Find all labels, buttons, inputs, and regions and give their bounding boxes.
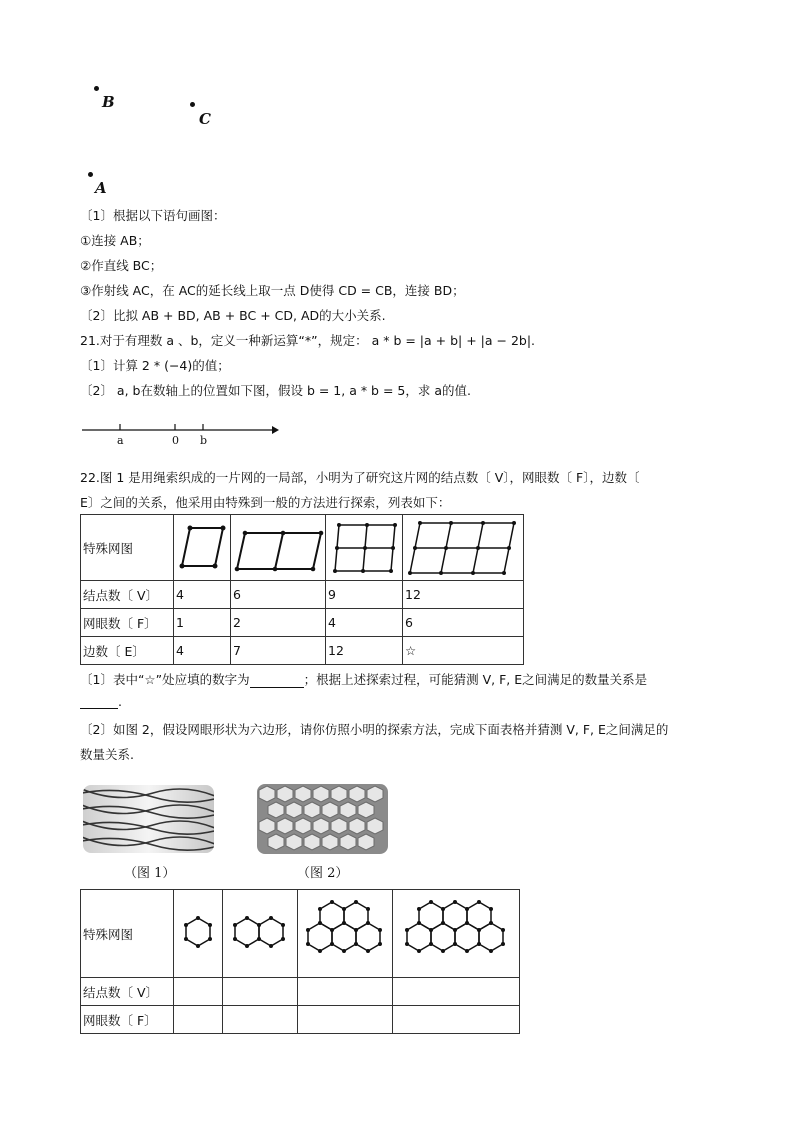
hex-net-table	[80, 889, 520, 1034]
fig1-rope-net-photo	[83, 785, 214, 853]
point-a-label: A	[95, 179, 107, 197]
q20-item3: ③作射线 AC，在 AC的延长线上取一点 D使得 CD = CB，连接 BD；	[80, 283, 465, 298]
table2-row-label: 结点数〔 V〕	[81, 978, 174, 1006]
table1-row-label: 边数〔 E〕	[81, 637, 174, 665]
q22-part1-line	[80, 670, 647, 688]
hex-figure-2	[223, 890, 298, 978]
q22-part1-c: .	[118, 694, 122, 709]
fig2-caption: （图 2）	[297, 866, 349, 881]
fig1-caption: （图 1）	[124, 866, 176, 881]
table1-row-label: 网眼数〔 F〕	[81, 609, 174, 637]
table1-cell: 12	[403, 581, 524, 609]
point-b-dot	[94, 86, 99, 91]
number-line	[80, 420, 280, 450]
table1-cell: 12	[326, 637, 403, 665]
net-figure-4	[403, 515, 524, 581]
net-figure-3	[326, 515, 403, 581]
q22-stem-line2: E〕之间的关系，他采用由特殊到一般的方法进行探索，列表如下：	[80, 495, 451, 510]
table2-empty-cell[interactable]	[298, 1006, 393, 1034]
q21-stem: 21.对于有理数 a 、b，定义一种新运算“*”，规定： a * b = |a + b| + |a − 2b|.	[80, 333, 536, 348]
table1-cell: 4	[174, 637, 231, 665]
table1-cell: 4	[326, 609, 403, 637]
fig2-honeycomb-photo	[257, 784, 388, 854]
table2-empty-cell[interactable]	[298, 978, 393, 1006]
axis-label-0: 0	[172, 434, 179, 447]
q22-part1-a: 〔1〕表中“☆”处应填的数字为	[80, 672, 250, 687]
table1-cell: 7	[231, 637, 326, 665]
table1-cell: 4	[174, 581, 231, 609]
point-c-label: C	[199, 110, 211, 128]
table1-cell: 1	[174, 609, 231, 637]
net-figure-1	[174, 515, 231, 581]
table2-empty-cell[interactable]	[223, 1006, 298, 1034]
table1-cell: 2	[231, 609, 326, 637]
net-figure-2	[231, 515, 326, 581]
table1-cell: 6	[403, 609, 524, 637]
axis-label-a: a	[117, 434, 124, 447]
table2-empty-cell[interactable]	[393, 1006, 520, 1034]
table1-row-label: 结点数〔 V〕	[81, 581, 174, 609]
q21-part2: 〔2〕 a, b在数轴上的位置如下图，假设 b = 1, a * b = 5，求 a的值.	[80, 383, 471, 398]
point-c-dot	[190, 102, 195, 107]
table1-cell: 9	[326, 581, 403, 609]
q22-part2-line2: 数量关系.	[80, 747, 134, 762]
table2-empty-cell[interactable]	[393, 978, 520, 1006]
answer-blank	[250, 675, 304, 688]
table1-header: 特殊网图	[81, 515, 174, 581]
point-a-dot	[88, 172, 93, 177]
q20-item1: ①连接 AB；	[80, 233, 150, 248]
q20-item2: ②作直线 BC；	[80, 258, 163, 273]
hex-figure-1	[174, 890, 223, 978]
table1-cell: ☆	[403, 637, 524, 665]
q20-part1: 〔1〕根据以下语句画图：	[80, 208, 226, 223]
hex-figure-3	[298, 890, 393, 978]
table2-empty-cell[interactable]	[174, 978, 223, 1006]
hex-figure-4	[393, 890, 520, 978]
q21-part1: 〔1〕计算 2 * (−4)的值；	[80, 358, 230, 373]
table2-empty-cell[interactable]	[174, 1006, 223, 1034]
quad-net-table	[80, 514, 524, 665]
axis-label-b: b	[200, 434, 208, 447]
table1-cell: 6	[231, 581, 326, 609]
table2-empty-cell[interactable]	[223, 978, 298, 1006]
point-b-label: B	[102, 93, 115, 111]
q22-stem-line1: 22.图 1 是用绳索织成的一片网的一局部，小明为了研究这片网的结点数〔 V〕，网眼数〔 F〕，边数〔	[80, 470, 640, 485]
q22-part1-b: ；根据上述探索过程，可能猜测 V, F, E之间满足的数量关系是	[303, 672, 648, 687]
q22-part2-line1: 〔2〕如图 2，假设网眼形状为六边形，请你仿照小明的探索方法，完成下面表格并猜测 V, F, E之间满足的	[80, 722, 669, 737]
table2-row-label: 网眼数〔 F〕	[81, 1006, 174, 1034]
table2-header: 特殊网图	[81, 890, 174, 978]
q22-part1-line2	[80, 694, 122, 709]
answer-blank	[80, 696, 118, 709]
q20-part2: 〔2〕比拟 AB + BD, AB + BC + CD, AD的大小关系.	[80, 308, 386, 323]
